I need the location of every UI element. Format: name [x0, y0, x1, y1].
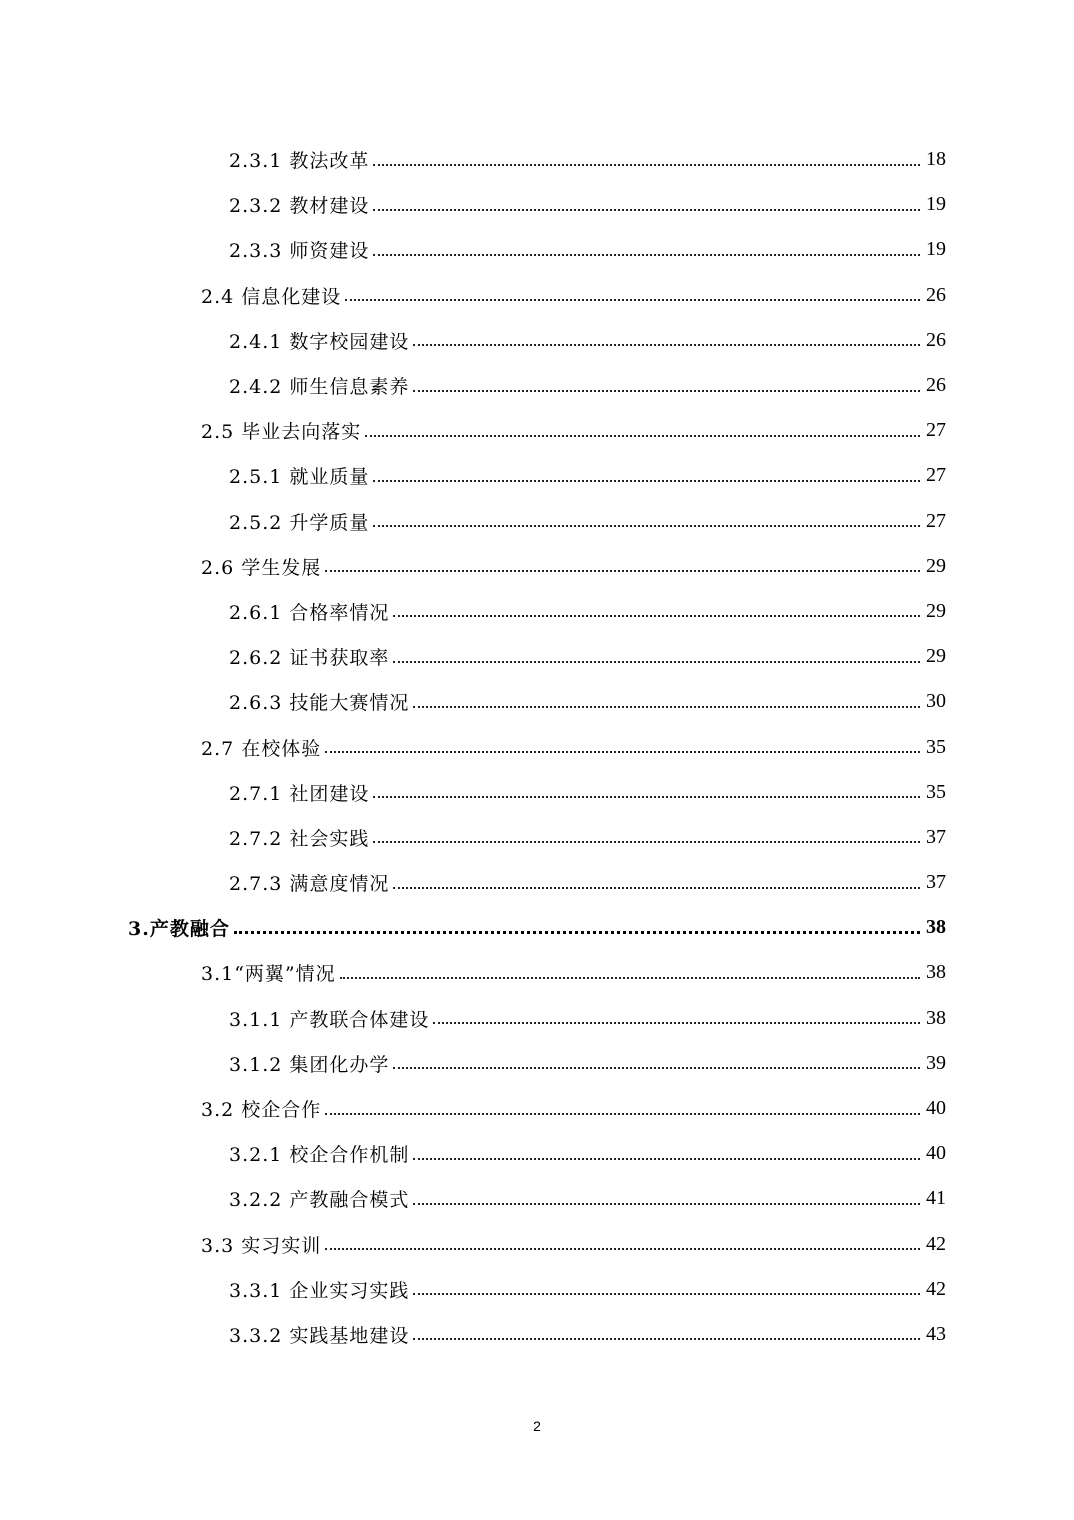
toc-entry-page: 26	[926, 328, 946, 351]
toc-entry-title: 2.7.3 满意度情况	[229, 873, 390, 896]
toc-entry-title: 3.3.2 实践基地建设	[229, 1324, 410, 1347]
toc-entry-page: 27	[926, 464, 946, 487]
toc-dot-leader	[325, 1248, 920, 1250]
toc-dot-leader	[373, 209, 920, 211]
toc-entry-title: 3.1.1 产教联合体建设	[229, 1008, 430, 1031]
toc-entry[interactable]	[0, 634, 1074, 679]
toc-entry-title: 2.7.2 社会实践	[229, 827, 370, 850]
toc-entry[interactable]	[0, 1176, 1074, 1221]
toc-entry-page: 38	[926, 1006, 946, 1029]
toc-entry-title: 2.6.3 技能大赛情况	[229, 692, 410, 715]
toc-dot-leader	[373, 525, 920, 527]
toc-dot-leader	[373, 164, 920, 166]
toc-entry-title: 2.3.3 师资建设	[229, 240, 370, 263]
toc-dot-leader	[325, 570, 920, 572]
toc-entry-title: 3.2 校企合作	[201, 1099, 322, 1122]
toc-entry[interactable]	[0, 453, 1074, 498]
toc-entry-page: 18	[926, 148, 946, 171]
toc-entry-title: 2.6.2 证书获取率	[229, 647, 390, 670]
toc-entry-page: 41	[926, 1187, 946, 1210]
toc-entry-title: 2.6.1 合格率情况	[229, 601, 390, 624]
toc-entry[interactable]	[0, 499, 1074, 544]
toc-entry[interactable]	[0, 1267, 1074, 1312]
toc-dot-leader	[345, 299, 920, 301]
toc-entry-page: 19	[926, 193, 946, 216]
toc-entry[interactable]	[0, 996, 1074, 1041]
toc-entry[interactable]	[0, 137, 1074, 182]
toc-entry-page: 38	[926, 961, 946, 984]
toc-entry-page: 42	[926, 1277, 946, 1300]
toc-dot-leader	[413, 1338, 920, 1340]
toc-entry-title: 3.3 实习实训	[201, 1234, 322, 1257]
toc-entry-page: 35	[926, 735, 946, 758]
toc-entry[interactable]	[0, 770, 1074, 815]
toc-entry-page: 30	[926, 690, 946, 713]
toc-entry-title: 2.4.2 师生信息素养	[229, 376, 410, 399]
toc-entry-title: 2.4 信息化建设	[201, 285, 342, 308]
toc-dot-leader	[413, 706, 920, 708]
toc-dot-leader	[393, 887, 920, 889]
toc-entry-title: 2.7.1 社团建设	[229, 782, 370, 805]
toc-entry-page: 27	[926, 509, 946, 532]
toc-dot-leader	[234, 931, 920, 934]
toc-entry-page: 37	[926, 825, 946, 848]
toc-dot-leader	[373, 796, 920, 798]
toc-entry-page: 29	[926, 645, 946, 668]
toc-entry-page: 39	[926, 1051, 946, 1074]
toc-dot-leader	[433, 1022, 920, 1024]
toc-entry[interactable]	[0, 589, 1074, 634]
toc-entry-page: 27	[926, 419, 946, 442]
toc-entry[interactable]	[0, 815, 1074, 860]
toc-entry-title: 2.3.1 教法改革	[229, 150, 370, 173]
toc-entry-page: 40	[926, 1142, 946, 1165]
toc-dot-leader	[413, 390, 920, 392]
toc-entry-page: 35	[926, 780, 946, 803]
toc-entry[interactable]	[0, 544, 1074, 589]
toc-entry-page: 19	[926, 238, 946, 261]
toc-entry-page: 29	[926, 599, 946, 622]
toc-entry[interactable]	[0, 273, 1074, 318]
toc-dot-leader	[365, 435, 920, 437]
toc-entry[interactable]	[0, 182, 1074, 227]
toc-dot-leader	[393, 1067, 920, 1069]
toc-entry[interactable]	[0, 318, 1074, 363]
toc-entry-title: 3.1“两翼”情况	[201, 963, 336, 986]
toc-entry[interactable]	[0, 227, 1074, 272]
toc-dot-leader	[325, 1113, 920, 1115]
toc-entry[interactable]	[0, 1222, 1074, 1267]
toc-entry-page: 38	[926, 916, 946, 939]
toc-dot-leader	[413, 344, 920, 346]
toc-dot-leader	[373, 841, 920, 843]
toc-entry-title: 2.5.2 升学质量	[229, 511, 370, 534]
toc-dot-leader	[413, 1158, 920, 1160]
toc-entry[interactable]	[0, 724, 1074, 769]
toc-entry[interactable]	[0, 1041, 1074, 1086]
toc-entry-page: 37	[926, 871, 946, 894]
toc-entry[interactable]	[0, 950, 1074, 995]
toc-entry[interactable]	[0, 1312, 1074, 1357]
toc-entry[interactable]	[0, 363, 1074, 408]
toc-entry[interactable]	[0, 860, 1074, 905]
toc-entry[interactable]	[0, 1086, 1074, 1131]
toc-entry-title: 3.3.1 企业实习实践	[229, 1279, 410, 1302]
toc-entry-title: 2.4.1 数字校园建设	[229, 330, 410, 353]
toc-entry-page: 26	[926, 283, 946, 306]
toc-entry-title: 2.5.1 就业质量	[229, 466, 370, 489]
toc-entry[interactable]	[0, 408, 1074, 453]
toc-entry-title: 2.5 毕业去向落实	[201, 421, 362, 444]
toc-entry-title: 2.7 在校体验	[201, 737, 322, 760]
toc-entry[interactable]	[0, 905, 1074, 950]
toc-entry-title: 3.2.2 产教融合模式	[229, 1189, 410, 1212]
toc-entry-page: 42	[926, 1232, 946, 1255]
toc-dot-leader	[373, 480, 920, 482]
toc-entry-title: 3.1.2 集团化办学	[229, 1053, 390, 1076]
toc-entry-title: 2.6 学生发展	[201, 556, 322, 579]
toc-entry-page: 29	[926, 554, 946, 577]
toc-dot-leader	[413, 1293, 920, 1295]
toc-dot-leader	[373, 254, 920, 256]
toc-entry-page: 43	[926, 1322, 946, 1345]
table-of-contents	[0, 137, 1074, 1357]
toc-entry-title: 2.3.2 教材建设	[229, 195, 370, 218]
toc-dot-leader	[413, 1203, 920, 1205]
toc-entry-page: 40	[926, 1097, 946, 1120]
toc-entry-title: 3.2.1 校企合作机制	[229, 1144, 410, 1167]
toc-entry[interactable]	[0, 679, 1074, 724]
toc-dot-leader	[393, 661, 920, 663]
toc-entry-page: 26	[926, 374, 946, 397]
toc-entry-title: 3.产教融合	[128, 918, 230, 941]
page-number: 2	[533, 1418, 541, 1434]
toc-dot-leader	[393, 615, 920, 617]
toc-entry[interactable]	[0, 1131, 1074, 1176]
toc-dot-leader	[340, 977, 920, 979]
toc-dot-leader	[325, 751, 920, 753]
